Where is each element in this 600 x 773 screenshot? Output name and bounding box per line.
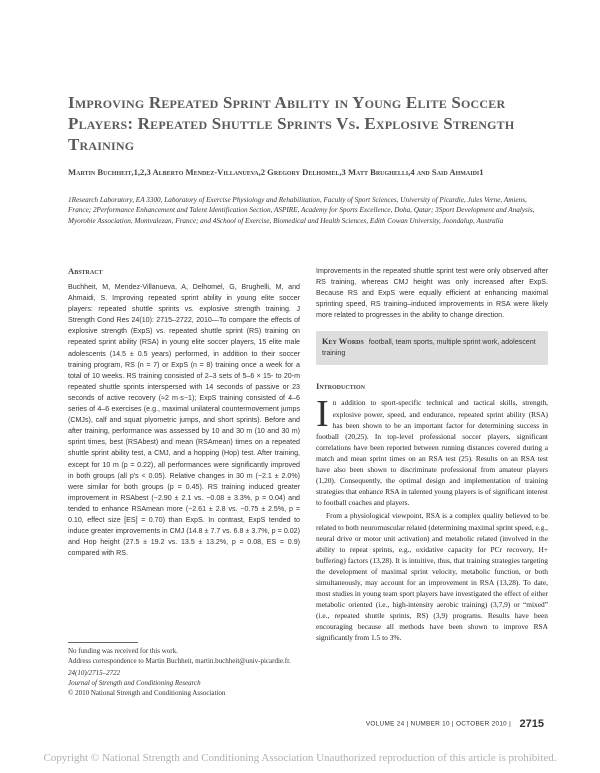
abstract-text-left: Buchheit, M, Mendez-Villanueva, A, Delhomel, G, Brughelli, M, and Ahmaidi, S. Improving repeated sprint ability in young elite soccer players: repeated shuttle sprints vs. explosive strength training. J Strength Cond Res 24(10): 2715–2722, 2010—To compare the effects of explosive strength (ExpS) vs. repeated shuttle sprint (RS) training on repeated sprint ability (RSA) in young elite soccer players, 15 elite male adolescents (14.5 ± 0.5 years) performed, in addition to their soccer training program, RS (n = 7) or ExpS (n = 8) training once a week for a total of 10 weeks. RS training consisted of 2–3 sets of 5–6 × 15- to 20-m repeated shuttle sprints interspersed with 14 seconds of passive or 23 seconds of active recovery (≈2 m·s−1); ExpS training consisted of 4–6 series of 4–6 exercises (e.g., maximal unilateral countermovement jumps (CMJs), calf and squat plyometric jumps, and short sprints). Before and after training, performance was assessed by 10 and 30 m (10 and 30 m) sprint times, best (RSAbest) and mean (RSAmean) times on a repeated shuttle sprint ability test, a CMJ, and a hopping (Hop) test. After training, except for 10 m (p = 0.22), all performances were significantly improved in both groups (all p's < 0.05). Relative changes in 30 m (−2.1 ± 2.0%) were similar for both groups (p = 0.45). RS training induced greater improvement in RSAbest (−2.90 ± 2.1 vs. −0.08 ± 3.3%, p = 0.04) and tended to enhance RSAmean more (−2.61 ± 2.8 vs. −0.75 ± 2.5%, p = 0.10, effect size [ES] = 0.70) than ExpS. In contrast, ExpS tended to induce greater improvements in CMJ (14.8 ± 7.7 vs. 6.8 ± 3.7%, p = 0.02) and Hop height (27.5 ± 19.2 vs. 13.5 ± 13.2%, p = 0.08, ES = 0.9) compared with RS. bbox=[68, 283, 300, 558]
footnotes bbox=[68, 646, 300, 698]
author-list: Martin Buchheit,1,2,3 Alberto Mendez-Villanueva,2 Gregory Delhomel,3 Matt Brughelli,4 and Said Ahmaidi1 bbox=[68, 167, 484, 177]
funding-note: No funding was received for this work. bbox=[68, 647, 178, 655]
page-footer bbox=[366, 715, 544, 733]
introduction-heading: Introduction bbox=[316, 381, 366, 392]
abstract-heading: Abstract bbox=[68, 266, 103, 276]
intro-paragraph-2: From a physiological viewpoint, RSA is a complex quality believed to be related to both neuromuscular related (determining maximal sprint speed, e.g., neural drive or motor unit activation) and metabolic related (involved in the ability to repeat sprints, e.g., oxidative capacity for PCr recovery, H+ buffering) factors (13,28). It is intuitive, thus, that training strategies targeting the development of maximal sprint velocity, metabolic function, or both simultaneously, may account for an improvement in RSA (13,28). To date, most studies in young team sport players have investigated the effect of either metabolic oriented (i.e., high-intensity aerobic training) (3,7,9) or “mixed” (i.e., repeated shuttle sprints, RS) (3,9) programs. Results have been encouraging because all methods have been shown to improve RSA significantly from 1.5 to 3%. bbox=[316, 511, 548, 643]
drop-cap: I bbox=[316, 393, 329, 436]
keywords-label: Key Words bbox=[322, 337, 364, 347]
correspondence-note: Address correspondence to Martin Buchheit, martin.buchheit@univ-picardie.fr. bbox=[68, 657, 291, 665]
association-copyright: © 2010 National Strength and Conditioning Association bbox=[68, 689, 226, 697]
abstract-text-right: Improvements in the repeated shuttle sprint test were only observed after RS training, whereas CMJ height was only increased after ExpS. Because RS and ExpS were equally efficient at enhancing maximal sprinting speed, RS training–induced improvements in RSA were likely more related to progresses in the ability to change direction. bbox=[316, 267, 548, 320]
citation-id: 24(10)/2715–2722 bbox=[68, 669, 121, 677]
page-number: 2715 bbox=[519, 717, 544, 730]
keywords-text: football, team sports, multiple sprint work, adolescent training bbox=[322, 338, 536, 358]
issue-info: VOLUME 24 | NUMBER 10 | OCTOBER 2010 | bbox=[365, 720, 512, 728]
copyright-watermark: Copyright © National Strength and Conditioning Association Unauthorized reproduction of this article is prohibited. bbox=[43, 752, 557, 764]
left-column bbox=[68, 266, 300, 559]
footnote-divider bbox=[68, 642, 138, 643]
keywords-box bbox=[316, 331, 548, 365]
affiliations: 1Research Laboratory, EA 3300, Laboratory of Exercise Physiology and Rehabilitation, Faculty of Sport Sciences, University of Picardie, Jules Verne, Amiens, France; 2Performance Enhancement and Talent Identification Section, ASPIRE, Academy for Sports Excellence, Doha, Qatar; 3Sport Development and Analysis, Myorobie Association, Montvalezan, France; and 4School of Exercise, Biomedical and Health Sciences, Edith Cowan University, Joondalup, Australia bbox=[68, 196, 535, 225]
intro-paragraph-1 bbox=[316, 393, 548, 508]
journal-name: Journal of Strength and Conditioning Research bbox=[68, 679, 201, 687]
right-column bbox=[316, 266, 548, 644]
article-title: Improving Repeated Sprint Ability in Young Elite Soccer Players: Repeated Shuttle Sprints Vs. Explosive Strength Training bbox=[68, 93, 515, 154]
intro-paragraph-1-text: n addition to sport-specific technical and tactical skills, strength, explosive power, speed, and endurance, repeated sprint ability (RSA) has been shown to be an important factor for determining success in football (20,25). In top-level professional soccer players, significant correlations have been reported between running distances covered during a match and mean sprint times on an RSA test (25). Results on an RSA test have also been shown to discriminate professional from amateur players (1,20). Consequently, the optimal design and implementation of training strategies that enhance RSA in talented young players is of significant interest to football coaches and players. bbox=[316, 398, 548, 508]
